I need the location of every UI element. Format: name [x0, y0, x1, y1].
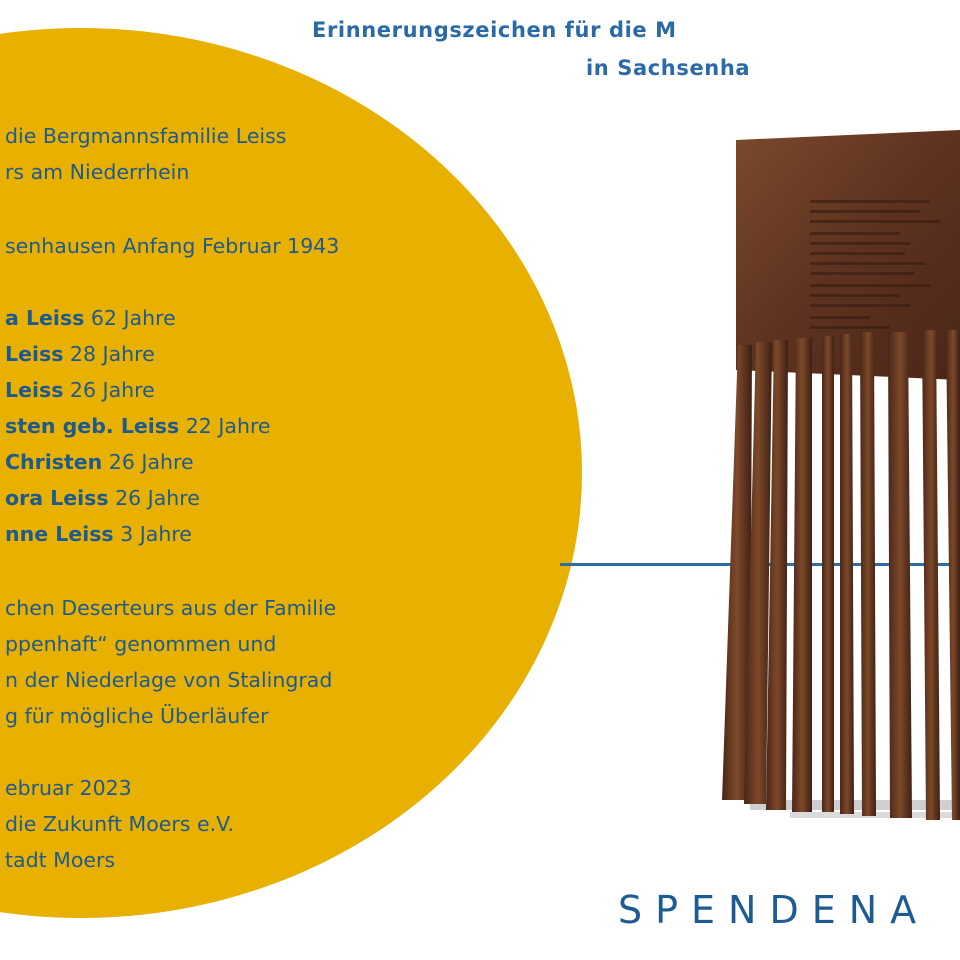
victim-name: Leiss [5, 378, 64, 402]
victim-line-5 [5, 444, 194, 480]
text-line-5: ppenhaft“ genommen und [5, 632, 277, 656]
victim-age: 28 Jahre [63, 342, 155, 366]
spenden-heading: SPENDENA [618, 888, 930, 932]
victim-age: 26 Jahre [63, 378, 155, 402]
victim-name: Leiss [5, 342, 64, 366]
sculpture-rods [722, 330, 960, 820]
text-line-9: die Zukunft Moers e.V. [5, 812, 235, 836]
text-line-10: tadt Moers [5, 848, 116, 872]
victim-age: 26 Jahre [102, 450, 194, 474]
victim-line-7 [5, 516, 192, 552]
text-line-4: chen Deserteurs aus der Familie [5, 596, 337, 620]
victim-line-4 [5, 408, 271, 444]
text-line-1: die Bergmannsfamilie Leiss [5, 124, 287, 148]
text-line-3: senhausen Anfang Februar 1943 [5, 234, 340, 258]
text-line-6: n der Niederlage von Stalingrad [5, 668, 333, 692]
victim-line-3 [5, 372, 155, 408]
victim-age: 22 Jahre [179, 414, 271, 438]
victim-line-1 [5, 300, 176, 336]
victim-name: sten geb. Leiss [5, 414, 180, 438]
victim-name: Christen [5, 450, 103, 474]
text-line-2: rs am Niederrhein [5, 160, 190, 184]
rusty-memorial-sculpture [700, 120, 960, 840]
victim-name: nne Leiss [5, 522, 114, 546]
victim-age: 26 Jahre [108, 486, 200, 510]
header-title-line-1: Erinnerungszeichen für die M [312, 18, 677, 42]
victim-line-6 [5, 480, 200, 516]
text-line-7: g für mögliche Überläufer [5, 704, 269, 728]
victim-age: 62 Jahre [84, 306, 176, 330]
text-line-8: ebruar 2023 [5, 776, 132, 800]
victim-name: ora Leiss [5, 486, 109, 510]
victim-name: a Leiss [5, 306, 85, 330]
header-title-line-2: in Sachsenha [586, 56, 751, 80]
victim-age: 3 Jahre [113, 522, 192, 546]
victim-line-2 [5, 336, 155, 372]
